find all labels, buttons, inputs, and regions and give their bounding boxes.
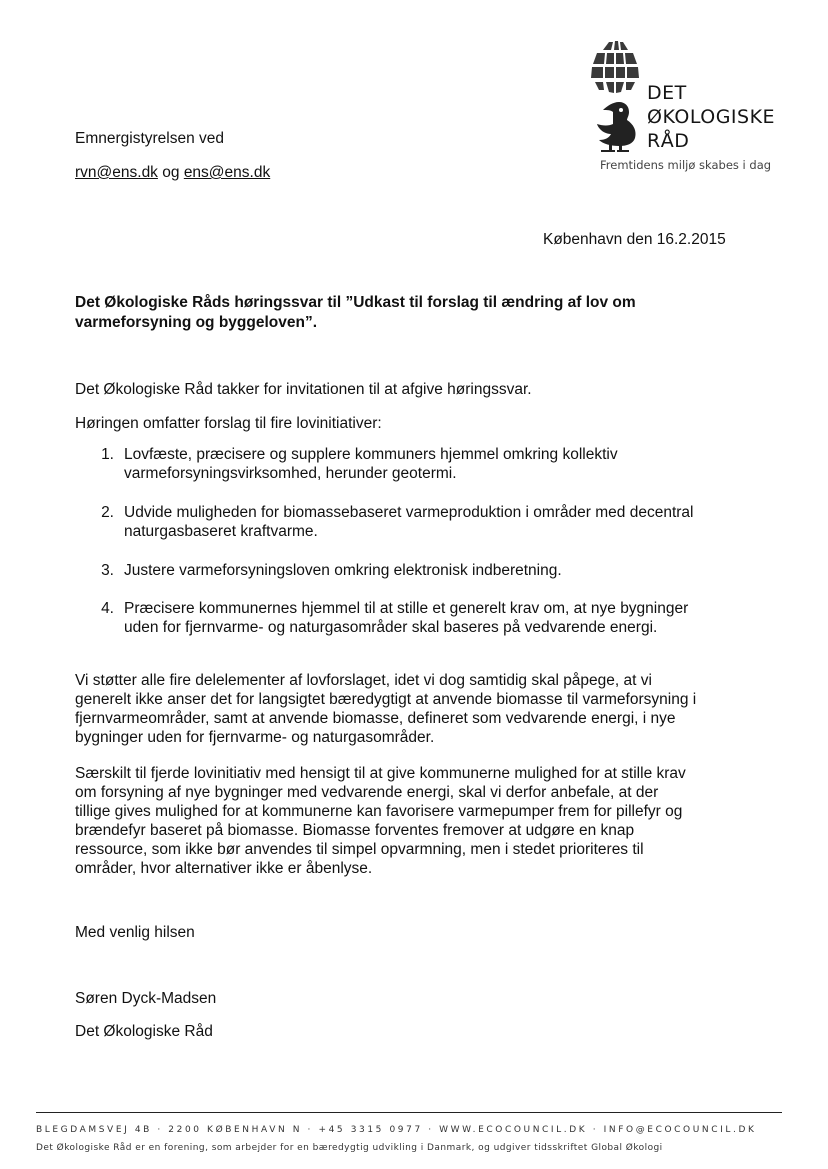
list-item-text: varmeforsyningsvirksomhed, herunder geotermi.: [124, 465, 457, 482]
paragraph-line: Særskilt til fjerde lovinitiativ med hensigt til at give kommunerne mulighed for at stille krav: [75, 765, 686, 782]
intro-line-2: Høringen omfatter forslag til fire lovinitiativer:: [75, 415, 382, 432]
list-item-number: 4.: [101, 600, 114, 617]
paragraph-support: [75, 671, 696, 747]
list-item-number: 1.: [101, 446, 114, 463]
footer-address: BLEGDAMSVEJ 4B · 2200 KØBENHAVN N · +45 3315 0977 · WWW.ECOCOUNCIL.DK · INFO@ECOCOUNCIL.DK: [36, 1125, 757, 1135]
logo-line-3: RÅD: [647, 130, 690, 152]
email-link-rvn[interactable]: rvn@ens.dk: [75, 164, 158, 181]
paragraph-line: Vi støtter alle fire delelementer af lovforslaget, idet vi dog samtidig skal påpege, at vi: [75, 672, 652, 689]
paragraph-fourth-initiative: [75, 764, 686, 878]
letter-title-line-2: varmeforsyning og byggeloven”.: [75, 314, 318, 331]
intro-line-1: Det Økologiske Råd takker for invitationen til at afgive høringssvar.: [75, 381, 532, 398]
footer-info: Det Økologiske Råd er en forening, som arbejder for en bæredygtig udvikling i Danmark, og udgiver tidsskriftet Global Økologi: [36, 1143, 663, 1153]
letter-title-line-1: Det Økologiske Råds høringssvar til ”Udkast til forslag til ændring af lov om: [75, 294, 636, 311]
list-item-text: naturgasbaseret kraftvarme.: [124, 523, 318, 540]
email-connector: og: [162, 164, 180, 181]
list-item-number: 2.: [101, 504, 114, 521]
recipient-emails: [75, 163, 270, 182]
signature-organization: Det Økologiske Råd: [75, 1023, 213, 1040]
list-item-text: uden for fjernvarme- og naturgasområder skal baseres på vedvarende energi.: [124, 619, 658, 636]
email-link-ens[interactable]: ens@ens.dk: [183, 164, 271, 181]
list-item-text: Præcisere kommunernes hjemmel til at stille et generelt krav om, at nye bygninger: [124, 600, 689, 617]
paragraph-line: fjernvarmeområder, samt at anvende biomasse, defineret som vedvarende energi, i nye: [75, 710, 676, 727]
paragraph-line: brændefyr baseret på biomasse. Biomasse forventes fremover at udgøre en knap: [75, 822, 635, 839]
date-line: København den 16.2.2015: [543, 231, 726, 248]
paragraph-line: om forsyning af nye bygninger med vedvarende energi, skal vi derfor anbefale, at der: [75, 784, 659, 801]
logo-line-1: DET: [647, 82, 687, 104]
paragraph-line: generelt ikke anser det for langsigtet bæredygtigt at anvende biomasse til varmeforsyning i: [75, 691, 697, 708]
paragraph-line: ressource, som ikke bør anvendes til simpel opvarmning, men i stedet prioriteres til: [75, 841, 644, 858]
list-item-text: Udvide muligheden for biomassebaseret varmeproduktion i områder med decentral: [124, 504, 694, 521]
list-item-text: Justere varmeforsyningsloven omkring elektronisk indberetning.: [124, 562, 562, 579]
list-item-text: Lovfæste, præcisere og supplere kommuners hjemmel omkring kollektiv: [124, 446, 618, 463]
organization-logo: [585, 38, 795, 178]
logo-line-2: ØKOLOGISKE: [647, 106, 776, 128]
footer-divider: [36, 1112, 782, 1113]
paragraph-line: tillige gives mulighed for at kommunerne kan favorisere varmepumper frem for pillefyr og: [75, 803, 683, 820]
closing-greeting: Med venlig hilsen: [75, 924, 195, 941]
globe-icon: [585, 38, 645, 100]
recipient-name: Emnergistyrelsen ved: [75, 130, 225, 147]
bird-icon: [589, 98, 641, 152]
signature-name: Søren Dyck-Madsen: [75, 990, 217, 1007]
paragraph-line: bygninger uden for fjernvarme- og naturgasområder.: [75, 729, 435, 746]
logo-tagline: Fremtidens miljø skabes i dag: [600, 158, 772, 172]
list-item-number: 3.: [101, 562, 114, 579]
paragraph-line: områder, hvor alternativer ikke er åbenlyse.: [75, 860, 373, 877]
